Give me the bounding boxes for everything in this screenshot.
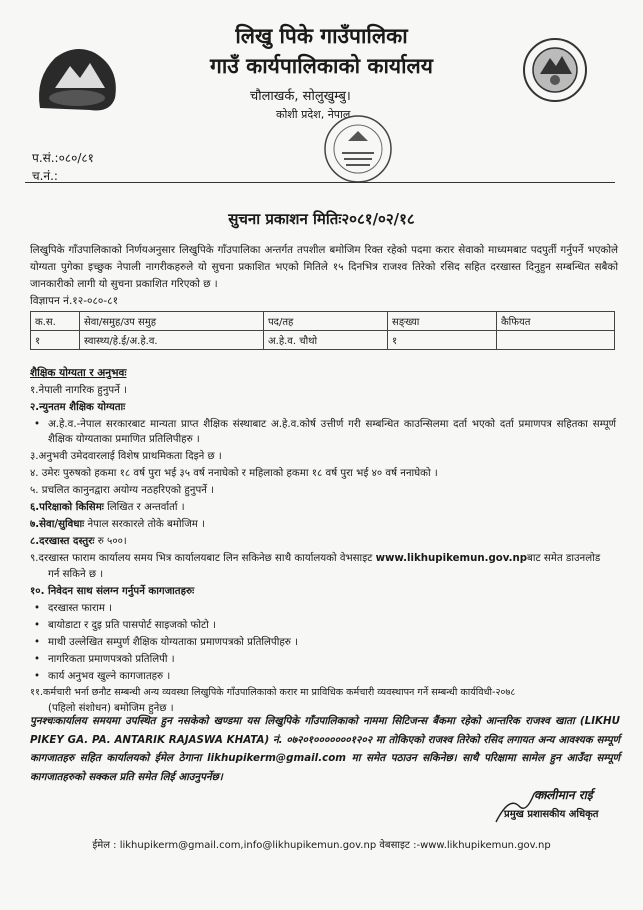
col-header: क.स. xyxy=(31,312,80,331)
col-header: सेवा/समुह/उप समुह xyxy=(80,312,264,331)
table-cell: १ xyxy=(388,331,497,350)
doc-bullet: • माथी उल्लेखित सम्पुर्ण शैक्षिक योग्यताका प्रमाणपत्रको प्रतिलिपीहरु । xyxy=(48,635,298,650)
item-9 xyxy=(30,551,620,566)
table-row xyxy=(31,331,615,350)
footer-contact: ईमेल : likhupikerm@gmail.com,info@likhupikemun.gov.np वेबसाइट :-www.likhupikemun.gov.np xyxy=(92,840,551,851)
doc-bullet: • दरखास्त फाराम । xyxy=(48,601,112,616)
table-cell: अ.हे.व. चौथो xyxy=(264,331,388,350)
doc-bullet: • नागरिकता प्रमाणपत्रको प्रतिलिपी । xyxy=(48,652,175,667)
item-2: २.न्युनतम शैक्षिक योग्यताः xyxy=(30,402,126,413)
item-7-value: नेपाल सरकारले तोके बमोजिम । xyxy=(87,519,205,530)
item-6-value: लिखित र अन्तर्वार्ता । xyxy=(107,502,185,513)
col-header: पद/तह xyxy=(264,312,388,331)
website-link[interactable]: www.likhupikemun.gov.np xyxy=(375,553,528,564)
item-6-label: ६.परिक्षाको किसिमः xyxy=(30,502,104,513)
item-9-text: ९.दरखास्त फाराम कार्यालय समय भित्र कार्यालयबाट लिन सकिनेछ साथै कार्यालयको वेभसाइट xyxy=(30,553,373,564)
item-8-label: ८.दरखास्त दस्तुरः xyxy=(30,536,95,547)
item-1: १.नेपाली नागरिक हुनुपर्ने । xyxy=(30,385,127,396)
doc-bullet: • बायोडाटा र दुइ प्रति पासपोर्ट साइजको फोटो । xyxy=(48,618,216,633)
item-9-text-b: बाट समेत डाउनलोड xyxy=(527,553,601,564)
item-9-cont: गर्न सकिने छ । xyxy=(48,569,104,580)
item-7 xyxy=(30,517,205,532)
item-10: १०. निवेदन साथ संलग्न गर्नुपर्ने कागजातहरुः xyxy=(30,586,195,597)
col-header: कैफियत xyxy=(497,312,615,331)
table-cell xyxy=(497,331,615,350)
office-address: चौलाखर्क, सोलुखुम्बु। xyxy=(250,89,351,104)
signatory-title: प्रमुख प्रशासकीय अधिकृत xyxy=(504,809,599,820)
province: कोशी प्रदेश, नेपाल xyxy=(276,108,351,121)
item-3: ३.अनुभवी उमेदवारलाई विशेष प्राथमिकता दिइने छ । xyxy=(30,451,222,462)
table-cell: स्वास्थ्य/हे.ई/अ.हे.व. xyxy=(80,331,264,350)
item-11: ११.कर्मचारी भर्ना छनौट सम्बन्धी अन्य व्यवस्था लिखुपिके गाँउपालिकाको करार मा प्राविधिक कर्मचारी व्यवस्थापन गर्ने सम्बन्धी कार्यविधी-२०७८ xyxy=(30,687,516,698)
doc-bullet: • कार्य अनुभव खुल्ने कागजातहरु । xyxy=(48,669,170,684)
vacancy-table xyxy=(30,311,615,350)
office-name: गाउँ कार्यपालिकाको कार्यालय xyxy=(210,54,433,78)
signature-block xyxy=(494,786,634,832)
org-name: लिखु पिके गाउँपालिका xyxy=(235,24,408,48)
item-8 xyxy=(30,534,127,549)
qualification-heading: शैक्षिक योग्यता र अनुभवः xyxy=(30,367,127,379)
table-cell: १ xyxy=(31,331,80,350)
office-stamp xyxy=(322,113,394,185)
signatory-name: कालीमान राई xyxy=(534,788,593,802)
item-7-label: ७.सेवा/सुविधाः xyxy=(30,519,85,530)
intro-paragraph: लिखुपिके गाँउपालिकाको निर्णयअनुसार लिखुपिके गाँउपालिका अन्तर्गत तपशील बमोजिम रिक्त रहेको पदमा करार सेवाको माध्यमबाट पदपुर्ती गर्नुपर्ने भएकोले योग्यता पुगेका इच्छुक नेपाली नागरीकहरुले यो सुचना प्रकाशित भएको मितिले १५ दिनभित्र राजश्व तिरेको रसिद सहित दरखास्त दिनुहुन सम्बन्धित सबैको जानकारीको लागी यो सुचना प्रकाशित गरिएको छ । xyxy=(30,244,618,290)
item-8-value: रु ५००। xyxy=(97,536,127,547)
col-header: सङ्ख्या xyxy=(388,312,497,331)
vigyapan-number: विज्ञापन नं.१२-०८०-८१ xyxy=(30,295,119,307)
header-divider xyxy=(25,182,615,183)
chalani-number: च.नं.: xyxy=(32,169,58,183)
notice-title: सुचना प्रकाशन मितिः२०८१/०२/१८ xyxy=(228,210,415,228)
item-4: ४. उमेरः पुरुषको हकमा १८ वर्ष पुरा भई ३५ वर्ष ननाघेको र महिलाको हकमा १८ वर्ष पुरा भई ४० वर्ष ननाघेको । xyxy=(30,468,438,479)
municipality-logo xyxy=(522,34,588,106)
item-11-cont: (पहिलो संशोधन) बमोजिम हुनेछ । xyxy=(48,703,174,714)
item-6 xyxy=(30,500,185,515)
note-paragraph: पुनश्चःकार्यालय समयमा उपस्थित हुन नसकेको खण्डमा यस लिखुपिके गाँउपालिकाको नाममा सिटिजन्स बैंकमा रहेको आन्तरिक राजश्व खाता (LIKHU PIKEY GA. PA. ANTARIK RAJASWA KHATA) नं. ०७२०१०००००००१२०२ मा तोकिएको राजश्व तिरेको रसिद लगायत अन्य आवश्यक सम्पूर्ण कागजातहरु सहित कार्यालयको ईमेल ठेगाना likhupikerm@gmail.com मा समेत पठाउन सकिनेछ। साथै परिक्षामा सामेल हुन आउँदा सम्पूर्ण कागजातहरुको सक्कल प्रति समेत लिई आउनुपर्नेछ। xyxy=(30,715,620,783)
patra-sankhya: प.सं.:०८०/८१ xyxy=(32,151,94,165)
table-header-row xyxy=(31,312,615,331)
item-2-bullet: • अ.हे.व.-नेपाल सरकारबाट मान्यता प्राप्त शैक्षिक संस्थाबाट अ.हे.व.कोर्ष उत्तीर्ण गरी सम्बन्धित काउन्सिलमा दर्ता भएको दर्ता प्रमाणपत्र सहितका सम्पूर्ण शैक्षिक योग्यताका प्रमाणित प्रतिलिपीहरु । xyxy=(48,417,616,447)
item-5: ५. प्रचलित कानुनद्वारा अयोग्य नठहरिएको हुनुपर्ने । xyxy=(30,485,215,496)
